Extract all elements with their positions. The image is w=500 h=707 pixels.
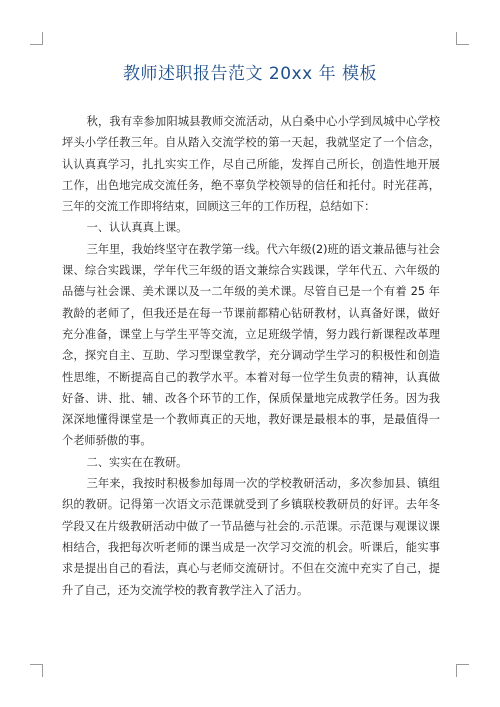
crop-mark-top-left — [30, 32, 43, 45]
crop-mark-top-right — [456, 32, 469, 45]
paragraph-teaching: 三年里，我始终坚守在教学第一线。代六年级(2)班的语文兼品德与社会课、综合实践课，学年代三年级的语文兼综合实践课，学年代五、六年级的品德与社会课、美术课以及一二年级的美术课。尽管自已是一个有着 25 年教龄的老师了，但我还是在每一节课前都精心钻研教材，认真备好课，做好充分准备，课堂上与学生平等交流，立足班级学情，努力践行新课程改革理念，探究自主、互助、学习型课堂教学，充分调动学生学习的积极性和创造性思维，不断提高自己的教学水平。本着对每一位学生负责的精神，认真做好备、讲、批、辅、改各个环节的工作，保质保量地完成教学任务。因为我深深地懂得课堂是一个教师真正的天地，教好课是最根本的事，是最值得一个老师骄傲的事。 — [62, 242, 440, 448]
crop-mark-bottom-right — [456, 664, 469, 677]
document-title: 教师述职报告范文 20xx 年 模板 — [123, 64, 377, 84]
section-heading-2: 二、实实在在教研。 — [86, 455, 188, 469]
crop-mark-bottom-left — [30, 664, 43, 677]
section-heading-1: 一、认认真真上课。 — [86, 221, 188, 235]
document-body — [62, 111, 440, 601]
paragraph-intro: 秋，我有幸参加阳城县教师交流活动，从白桑中心小学到凤城中心学校坪头小学任教三年。自从踏入交流学校的第一天起，我就坚定了一个信念，认认真真学习，扎扎实实工作，尽自己所能，发挥自己所长，创造性地开展工作，出色地完成交流任务，绝不辜负学校领导的信任和托付。时光荏苒，三年的交流工作即将结束，回顾这三年的工作历程，总结如下： — [62, 115, 440, 214]
paragraph-research: 三年来，我按时积极参加每周一次的学校教研活动，多次参加县、镇组织的教研。记得第一次语文示范课就受到了乡镇联校教研员的好评。去年冬学段又在片级教研活动中做了一节品德与社会的.示范课。示范课与观课议课相结合，我把每次听老师的课当成是一次学习交流的机会。听课后，能实事求是提出自己的看法，真心与老师交流研讨。不但在交流中充实了自己，提升了自己，还为交流学校的教育教学注入了活力。 — [62, 477, 440, 597]
